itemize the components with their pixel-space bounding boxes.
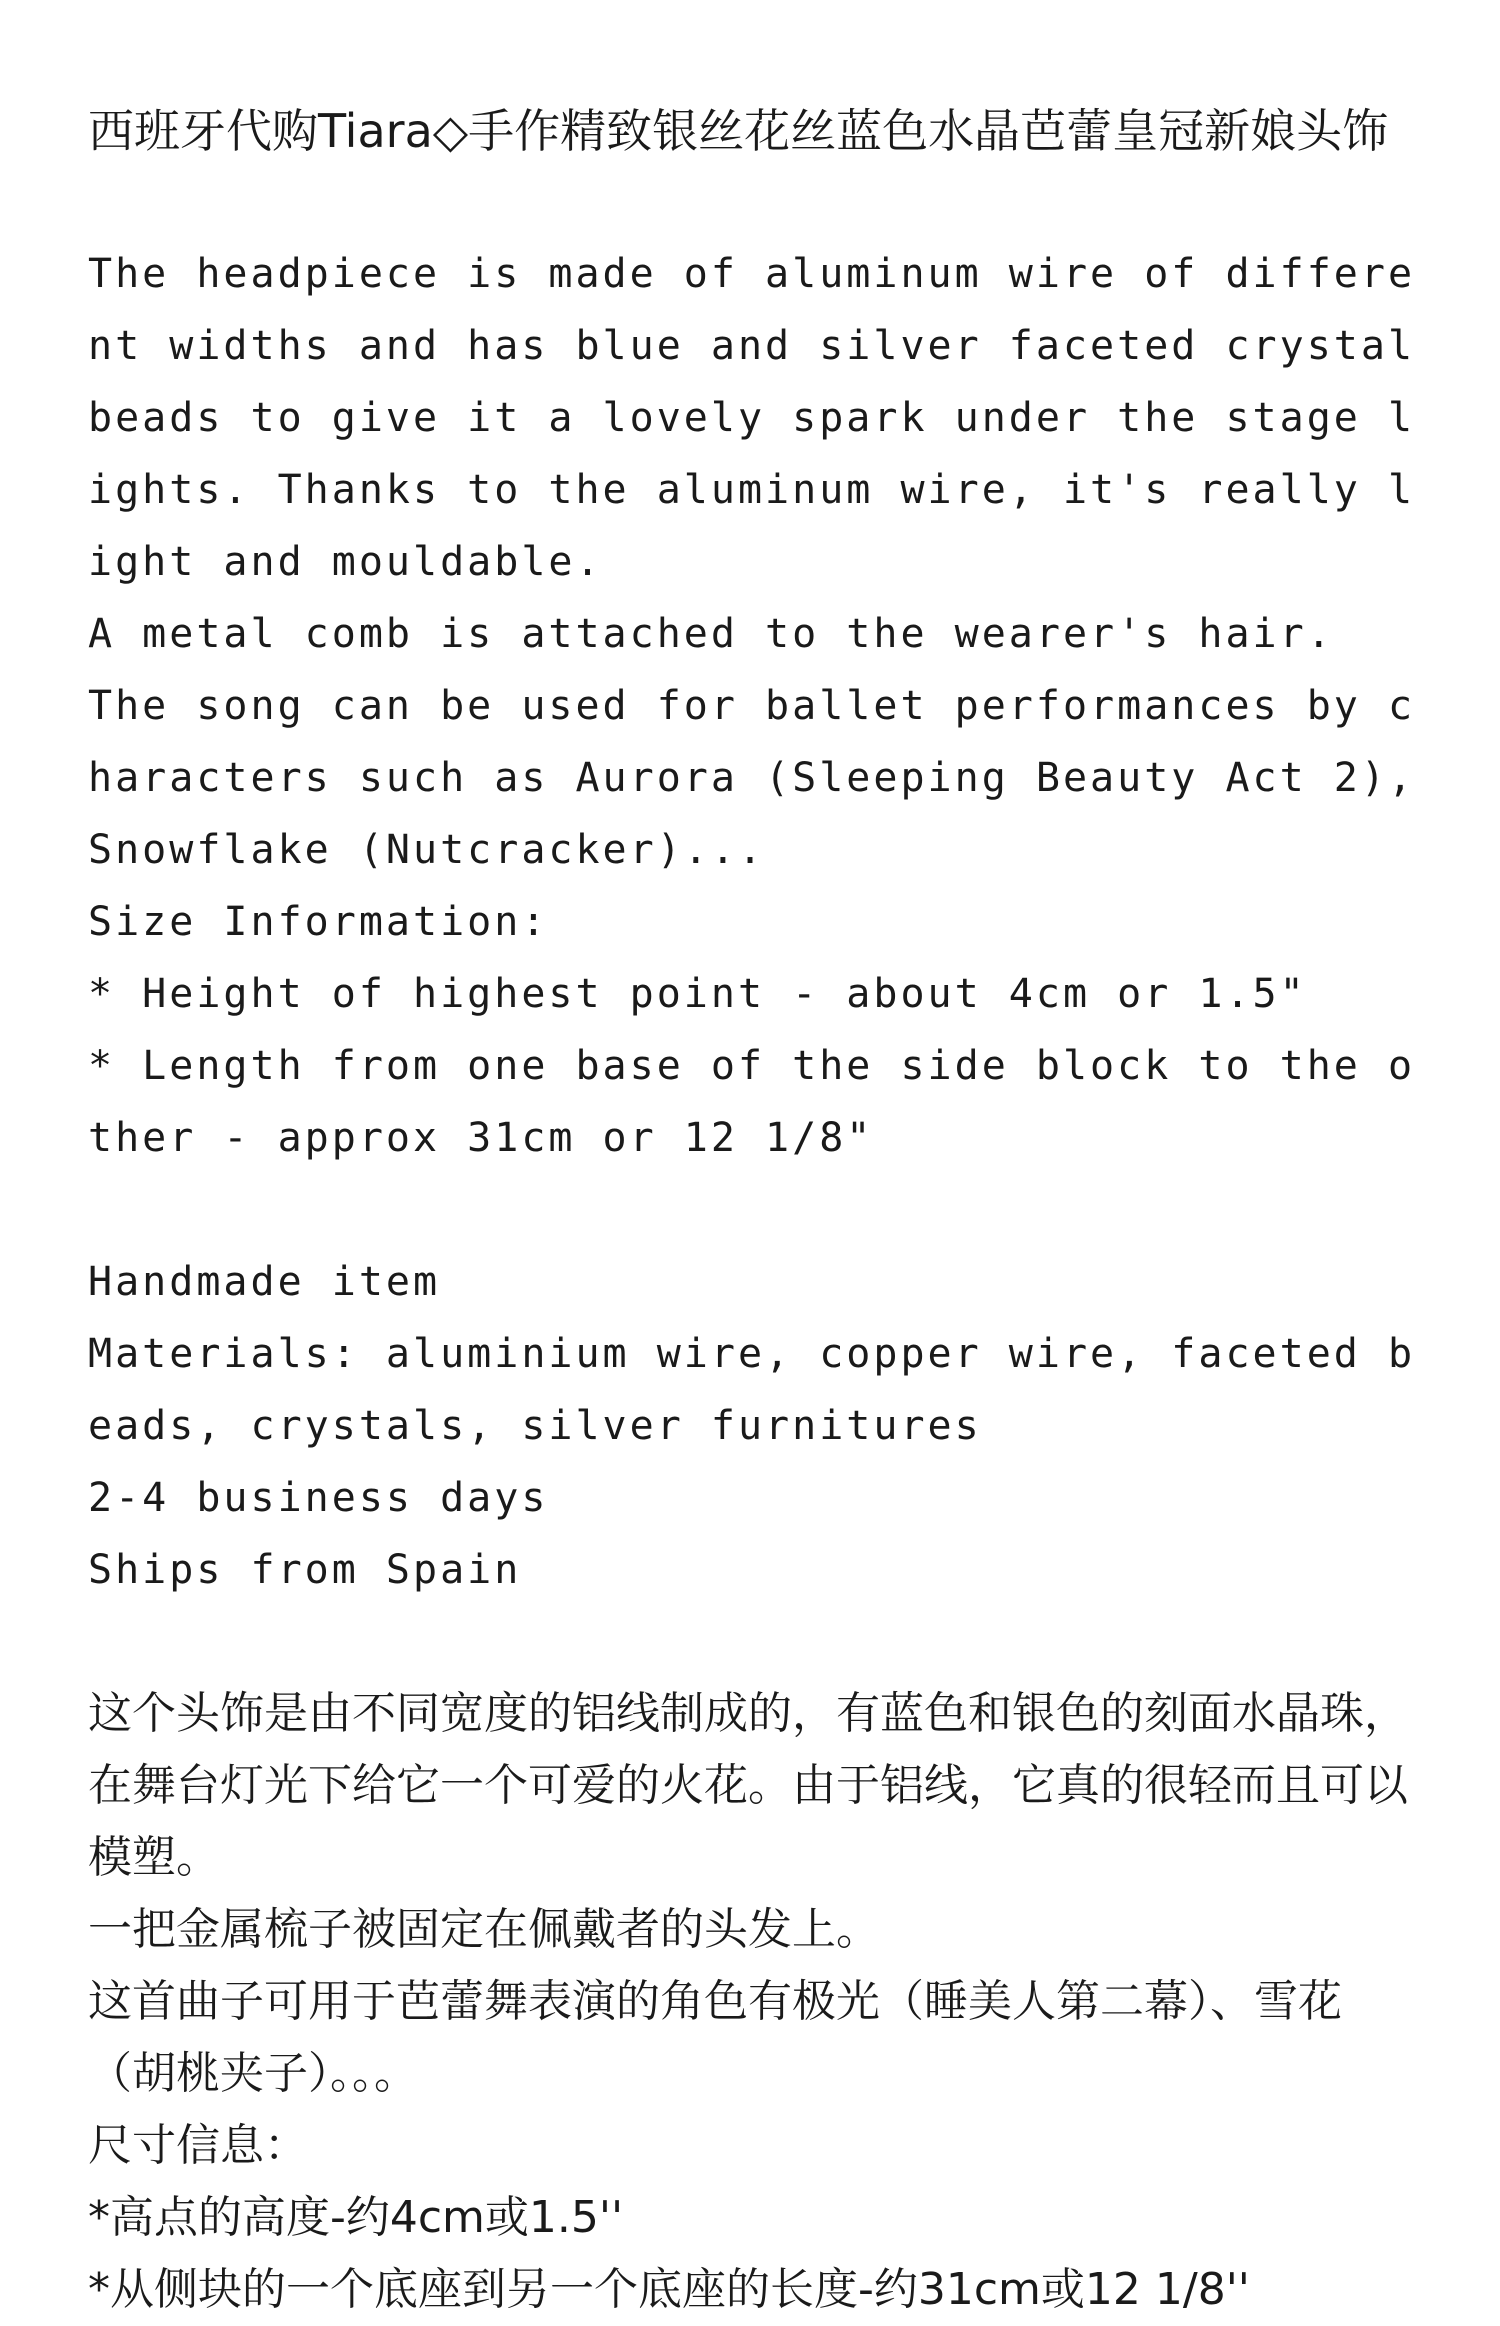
english-processing-time: 2-4 business days [88, 1475, 549, 1521]
chinese-size-heading: 尺寸信息： [88, 2120, 308, 2171]
english-ships-from: Ships from Spain [88, 1547, 522, 1593]
english-description: The headpiece is made of aluminum wire of different widths and has blue and silver faceted crystal beads to give it a lovely spark under the stage lights. Thanks to the aluminum wire, it's really light and mouldable. [88, 251, 1443, 585]
chinese-usage: 这首曲子可用于芭蕾舞表演的角色有极光（睡美人第二幕）、雪花（胡桃夹子）。。。 [88, 1976, 1342, 2099]
english-size-heading: Size Information: [88, 899, 549, 945]
english-handmade: Handmade item [88, 1259, 441, 1305]
chinese-size-length: *从侧块的一个底座到另一个底座的长度-约31cm或12 1/8'' [88, 2264, 1250, 2315]
listing-page [88, 96, 1443, 2326]
chinese-section [88, 1678, 1418, 2326]
spacer [88, 1606, 1418, 1678]
chinese-size-height: *高点的高度-约4cm或1.5'' [88, 2192, 624, 2243]
english-size-length: * Length from one base of the side block to the other - approx 31cm or 12 1/8" [88, 1043, 1416, 1161]
english-comb-note: A metal comb is attached to the wearer's hair. [88, 611, 1334, 657]
english-usage: The song can be used for ballet performances by characters such as Aurora (Sleeping Beauty Act 2), Snowflake (Nutcracker)... [88, 683, 1443, 873]
english-section [88, 238, 1443, 1606]
english-size-height: * Height of highest point - about 4cm or 1.5" [88, 971, 1307, 1017]
product-title: 西班牙代购Tiara◇手作精致银丝花丝蓝色水晶芭蕾皇冠新娘头饰 [88, 104, 1389, 158]
english-materials: Materials: aluminium wire, copper wire, faceted beads, crystals, silver furnitures [88, 1331, 1416, 1449]
spacer [88, 166, 1418, 238]
chinese-comb-note: 一把金属梳子被固定在佩戴者的头发上。 [88, 1904, 880, 1955]
spacer [88, 1174, 1418, 1246]
chinese-description: 这个头饰是由不同宽度的铝线制成的，有蓝色和银色的刻面水晶珠，在舞台灯光下给它一个可爱的火花。由于铝线，它真的很轻而且可以模塑。 [88, 1688, 1408, 1883]
